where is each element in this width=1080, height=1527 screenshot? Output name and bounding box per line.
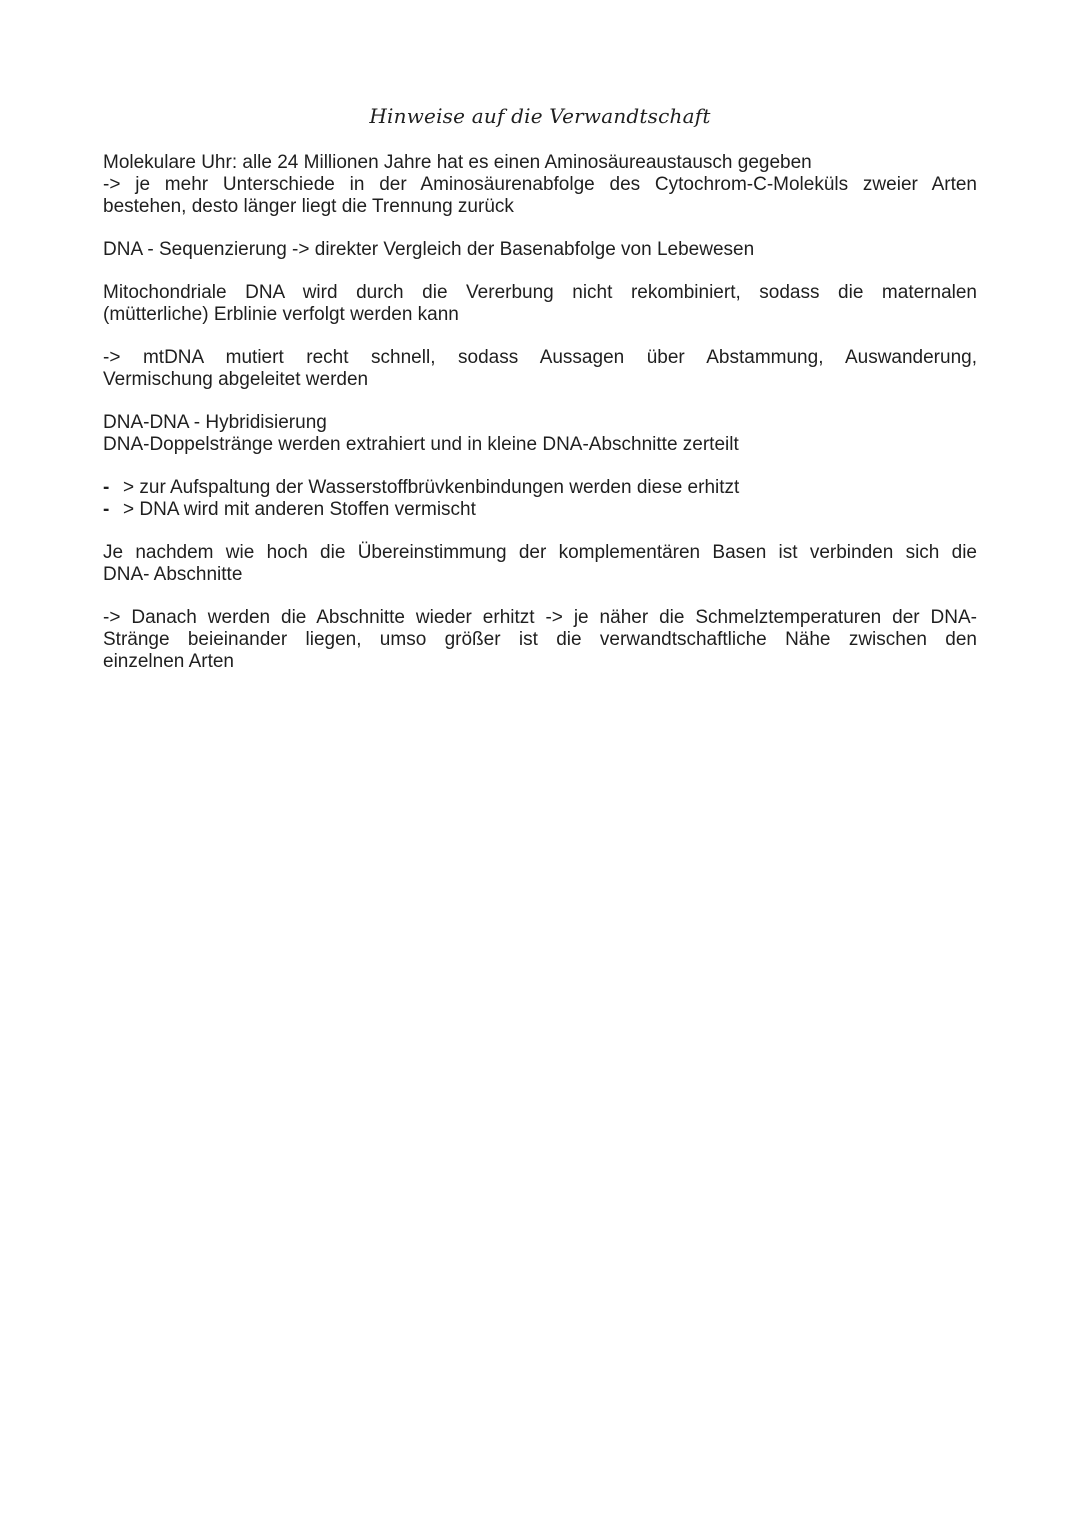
paragraph-molekulare-uhr xyxy=(103,152,977,218)
text-line: einzelnen Arten xyxy=(103,651,234,672)
text-line: Molekulare Uhr: alle 24 Millionen Jahre hat es einen Aminosäureaustausch gegeben xyxy=(103,152,812,173)
text-line: Stränge beieinander liegen, umso größer ist die verwandtschaftliche Nähe zwischen den xyxy=(103,629,977,650)
text-line: -> mtDNA mutiert recht schnell, sodass Aussagen über Abstammung, Auswanderung, xyxy=(103,347,977,368)
page-title: Hinweise auf die Verwandtschaft xyxy=(369,104,711,128)
document-body xyxy=(103,152,977,694)
text-line: DNA-Doppelstränge werden extrahiert und in kleine DNA-Abschnitte zerteilt xyxy=(103,434,739,455)
bullet-dash: - xyxy=(103,499,110,520)
list-item xyxy=(103,499,977,521)
text-line: -> Danach werden die Abschnitte wieder erhitzt -> je näher die Schmelztemperaturen der DNA- xyxy=(103,607,977,628)
text-line: DNA-DNA - Hybridisierung xyxy=(103,412,327,433)
paragraph-hybridisierung xyxy=(103,412,977,456)
paragraph-schmelztemperatur xyxy=(103,607,977,673)
list-item-text: > zur Aufspaltung der Wasserstoffbrüvkenbindungen werden diese erhitzt xyxy=(123,477,740,498)
bullet-dash: - xyxy=(103,477,110,498)
paragraph-dna-sequenzierung xyxy=(103,239,977,261)
text-line: (mütterliche) Erblinie verfolgt werden kann xyxy=(103,304,459,325)
list-item xyxy=(103,477,977,499)
text-line: Vermischung abgeleitet werden xyxy=(103,369,369,390)
text-line: -> je mehr Unterschiede in der Aminosäurenabfolge des Cytochrom-C-Moleküls zweier Arten xyxy=(103,174,977,195)
text-line: bestehen, desto länger liegt die Trennung zurück xyxy=(103,196,514,217)
bullet-list xyxy=(103,477,977,521)
list-item-text: > DNA wird mit anderen Stoffen vermischt xyxy=(123,499,476,520)
paragraph-uebereinstimmung xyxy=(103,542,977,586)
paragraph-mitochondriale-dna xyxy=(103,282,977,326)
text-line: DNA- Abschnitte xyxy=(103,564,243,585)
paragraph-mtdna xyxy=(103,347,977,391)
text-line: Mitochondriale DNA wird durch die Vererbung nicht rekombiniert, sodass die maternalen xyxy=(103,282,977,303)
text-line: DNA - Sequenzierung -> direkter Vergleich der Basenabfolge von Lebewesen xyxy=(103,239,755,260)
text-line: Je nachdem wie hoch die Übereinstimmung der komplementären Basen ist verbinden sich die xyxy=(103,542,977,563)
